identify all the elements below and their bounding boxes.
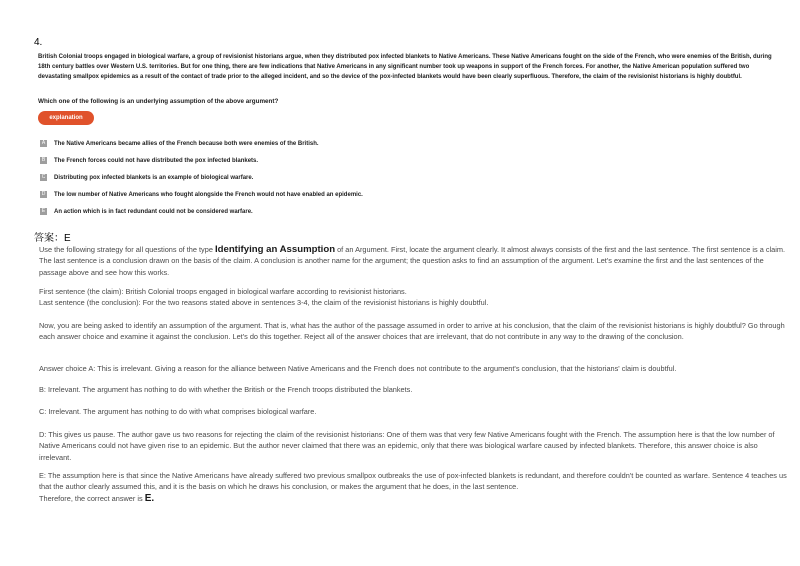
choice-letter-badge: C xyxy=(41,174,46,180)
explanation-choice-c: C: Irrelevant. The argument has nothing to do with what comprises biological warfare. xyxy=(39,407,317,416)
explanation-choice-a: Answer choice A: This is irrelevant. Giving a reason for the alliance between Native Americans and the French does not contribute to the argument's conclusion, that the historians' claim is doubtful. xyxy=(39,364,677,373)
choice-text: Distributing pox infected blankets is an example of biological warfare. xyxy=(54,174,254,181)
question-type-highlight: Identifying an Assumption xyxy=(214,244,336,255)
choice-d[interactable] xyxy=(40,190,363,199)
explanation-text: of an Argument. First, locate the argument clearly. It almost always consists of the first and the last sentence. The first sentence is a claim. The last sentence is a conclusion drawn on the basis of the claim. A conclusion is another name for the argument; the question asks to find an assumption of the argument. Let's examine the first and the last sentences of the passage above and see how this works. xyxy=(39,245,786,277)
choice-text: The French forces could not have distributed the pox infected blankets. xyxy=(54,157,259,164)
choice-e[interactable] xyxy=(40,207,253,216)
answer-label: 答案：E xyxy=(34,233,71,244)
correct-answer-line xyxy=(39,493,791,504)
choice-a[interactable] xyxy=(40,139,319,148)
explanation-paragraph-sentences xyxy=(39,286,791,309)
correct-answer-prefix: Therefore, the correct answer is xyxy=(39,493,145,503)
question-stem: British Colonial troops engaged in biological warfare, a group of revisionist historians argue, when they distributed pox infected blankets to Native Americans. These Native Americans fought on the side of the French, who were enemies of the British, during 18th century battles over Western U.S. territories. But for one thing, there are few indications that Native Americans in any significant number took up weapons in support of the French forces. For another, the Native American population suffered two devastating smallpox epidemics as a result of the contact of trade prior to the alleged incident, and so the device of the pox-infected blankets would have been clearly superfluous. Therefore, the claim of the revisionist historians is highly doubtful. xyxy=(38,54,772,80)
explanation-choice-b: B: Irrelevant. The argument has nothing to do with whether the British or the French troops distributed the blankets. xyxy=(39,385,413,394)
choice-letter-badge: D xyxy=(41,191,46,197)
choice-b[interactable] xyxy=(40,156,258,165)
explanation-paragraph-method: Now, you are being asked to identify an assumption of the argument. That is, what has the author of the passage assumed in order to arrive at his conclusion, that the claim of the revisionist historians is highly doubtful? Go through each answer choice and examine it against the conclusion. Let's do this together. Reject all of the answer choices that are irrelevant, that do not contribute in any way to the drawing of the conclusion. xyxy=(39,321,785,342)
choice-text: The Native Americans became allies of the French because both were enemies of the British. xyxy=(54,140,319,147)
choice-text: An action which is in fact redundant could not be considered warfare. xyxy=(54,208,253,215)
choice-c[interactable] xyxy=(40,173,253,182)
choice-letter-badge: B xyxy=(41,157,46,163)
explanation-choice-d: D: This gives us pause. The author gave us two reasons for rejecting the claim of the revisionist historians: One of them was that very few Native Americans fought with the French. The assumption here is that the low number of Native Americans could not have given rise to an epidemic. But the author never claimed that there was an epidemic, only that there was biological warfare caused by infected blankets. Therefore, this answer choice is also irrelevant. xyxy=(39,430,775,462)
last-sentence-line: Last sentence (the conclusion): For the two reasons stated above in sentences 3-4, the claim of the revisionist historians is highly doubtful. xyxy=(39,298,489,308)
explanation-paragraph-strategy xyxy=(39,244,791,278)
correct-answer-letter: E. xyxy=(144,492,155,504)
explanation-text: Use the following strategy for all questions of the type xyxy=(39,245,215,254)
explanation-e-text: E: The assumption here is that since the Native Americans have already suffered two previous smallpox outbreaks the use of pox-infected blankets is redundant, and therefore couldn't be counted as warfare. Sentence 4 teaches us that the author clearly assumed this, and it is the basis on which he draws his conclusion, or makes the argument that he does, in the last sentence. xyxy=(39,471,787,492)
question-number: 4. xyxy=(34,37,43,48)
choice-letter-badge: E xyxy=(41,208,46,214)
choice-text: The low number of Native Americans who fought alongside the French would not have enabled an epidemic. xyxy=(54,191,363,198)
choice-letter-badge: A xyxy=(41,140,46,146)
explanation-button[interactable]: explanation xyxy=(38,111,94,125)
first-sentence-line: First sentence (the claim): British Colonial troops engaged in biological warfare according to revisionist historians. xyxy=(39,287,407,296)
question-prompt: Which one of the following is an underlying assumption of the above argument? xyxy=(38,98,279,105)
explanation-choice-e xyxy=(39,470,791,504)
